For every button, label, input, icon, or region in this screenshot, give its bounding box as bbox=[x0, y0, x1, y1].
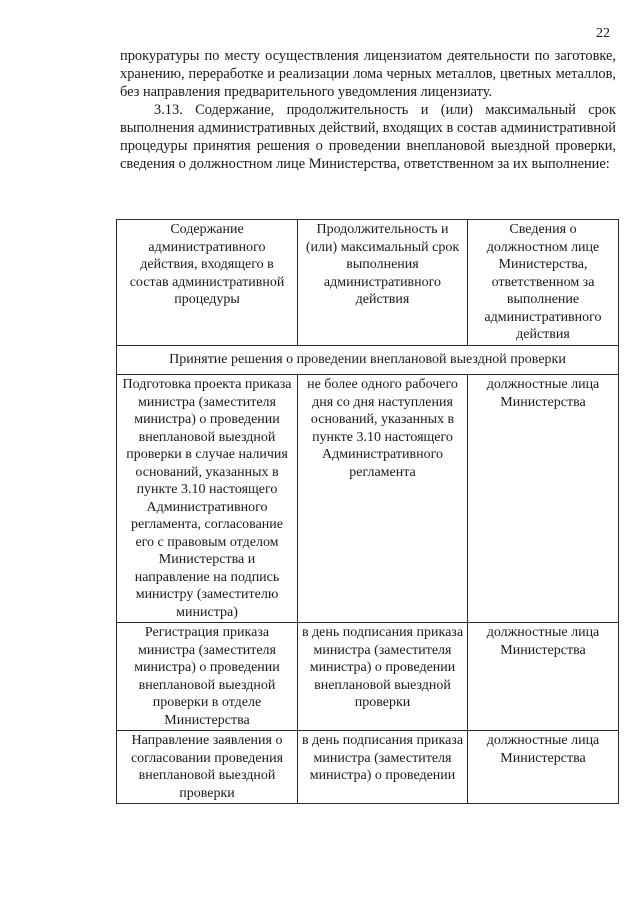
paragraph-continuation: прокуратуры по месту осуществления лицензиатом деятельности по заготовке, хранению, переработке и реализации лома черных металлов, цветных металлов, без направления предварительного уведомления лицензиату. bbox=[120, 48, 616, 100]
cell-duration: в день подписания приказа министра (заместителя министра) о проведении внеплановой выездной проверки bbox=[298, 623, 468, 731]
document-body bbox=[120, 47, 616, 173]
cell-duration: в день подписания приказа министра (заместителя министра) о проведении bbox=[298, 731, 468, 804]
table-header-row bbox=[117, 220, 619, 346]
header-duration: Продолжительность и (или) максимальный срок выполнения административного действия bbox=[298, 220, 468, 346]
header-action-content: Содержание административного действия, входящего в состав административной процедуры bbox=[117, 220, 298, 346]
cell-action: Регистрация приказа министра (заместителя министра) о проведении внеплановой выездной проверки в отделе Министерства bbox=[117, 623, 298, 731]
cell-duration: не более одного рабочего дня со дня наступления оснований, указанных в пункте 3.10 настоящего Административного регламента bbox=[298, 375, 468, 623]
cell-action: Подготовка проекта приказа министра (заместителя министра) о проведении внеплановой выездной проверки в случае наличия оснований, указанных в пункте 3.10 настоящего Административного регламента, согласование его с правовым отделом Министерства и направление на подпись министру (заместителю министра) bbox=[117, 375, 298, 623]
procedure-table bbox=[116, 219, 619, 804]
table-row bbox=[117, 731, 619, 804]
section-title: Принятие решения о проведении внеплановой выездной проверки bbox=[117, 345, 619, 375]
header-responsible: Сведения о должностном лице Министерства, ответственном за выполнение административного действия bbox=[468, 220, 619, 346]
cell-responsible: должностные лица Министерства bbox=[468, 623, 619, 731]
cell-responsible: должностные лица Министерства bbox=[468, 731, 619, 804]
page-number: 22 bbox=[596, 26, 610, 41]
cell-responsible: должностные лица Министерства bbox=[468, 375, 619, 623]
table-section-row bbox=[117, 345, 619, 375]
paragraph-3-13: 3.13. Содержание, продолжительность и (или) максимальный срок выполнения административных действий, входящих в состав административной процедуры принятия решения о проведении внеплановой выездной проверки, сведения о должностном лице Министерства, ответственном за их выполнение: bbox=[120, 102, 616, 172]
table-row bbox=[117, 623, 619, 731]
cell-action: Направление заявления о согласовании проведения внеплановой выездной проверки bbox=[117, 731, 298, 804]
table-row bbox=[117, 375, 619, 623]
